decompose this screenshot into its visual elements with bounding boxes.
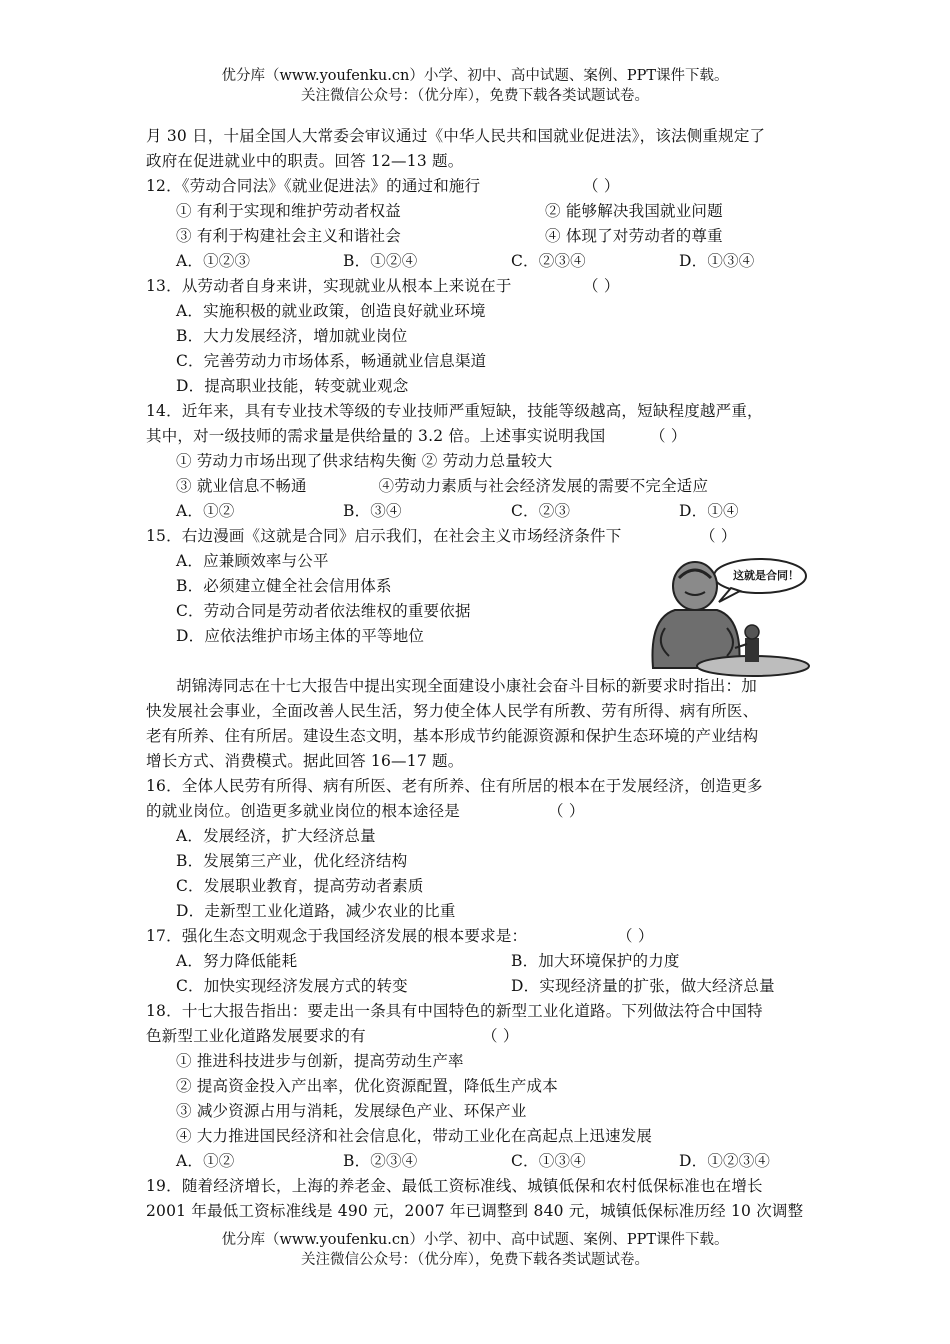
q15-answer-paren: （ ） [700,527,737,545]
q18-option-c: C．①③④ [511,1152,586,1170]
q15-option-c: C．劳动合同是劳动者依法维权的重要依据 [176,602,471,620]
q16-option-d: D．走新型工业化道路，减少农业的比重 [176,902,456,920]
q12-option-d: D．①③④ [679,252,755,270]
q14-option-c: C．②③ [511,502,571,520]
footer-line-1: 优分库（www.youfenku.cn）小学、初中、高中试题、案例、PPT课件下载。 [221,1232,729,1248]
intro2-line-1: 胡锦涛同志在十七大报告中提出实现全面建设小康社会奋斗目标的新要求时指出：加 [176,677,757,695]
q18-option-d: D．①②③④ [679,1152,771,1170]
intro2-line-3: 老有所养、住有所居。建设生态文明，基本形成节约能源资源和保护生态环境的产业结构 [146,727,759,745]
q12-option-c: C．②③④ [511,252,586,270]
q18-statement-4: ④ 大力推进国民经济和社会信息化，带动工业化在高起点上迅速发展 [176,1127,653,1145]
q13-option-c: C．完善劳动力市场体系，畅通就业信息渠道 [176,352,487,370]
q16-option-a: A．发展经济，扩大经济总量 [176,827,376,845]
q12-statement-4: ④ 体现了对劳动者的尊重 [545,227,723,245]
q13-stem: 13．从劳动者自身来讲，实现就业从根本上来说在于 [146,277,512,295]
q12-answer-paren: （ ） [583,177,620,195]
q12-option-b: B．①②④ [343,252,418,270]
q19-line-2: 2001 年最低工资标准线是 490 元，2007 年已调整到 840 元，城镇低保标准历经 10 次调整 [146,1202,804,1220]
contract-cartoon-illustration [635,548,815,680]
q17-option-c: C．加快实现经济发展方式的转变 [176,977,408,995]
q18-statement-3: ③ 减少资源占用与消耗，发展绿色产业、环保产业 [176,1102,527,1120]
q17-answer-paren: （ ） [617,927,654,945]
q16-stem-line-1: 16．全体人民劳有所得、病有所医、老有所养、住有所居的根本在于发展经济，创造更多 [146,777,763,795]
q17-option-d: D．实现经济量的扩张，做大经济总量 [511,977,775,995]
q13-option-b: B．大力发展经济，增加就业岗位 [176,327,408,345]
q17-option-b: B．加大环境保护的力度 [511,952,680,970]
q14-answer-paren: （ ） [650,427,687,445]
intro2-line-4: 增长方式、消费模式。据此回答 16—17 题。 [146,752,464,770]
q12-stem: 12．《劳动合同法》《就业促进法》的通过和施行 [146,177,481,195]
q15-option-b: B．必须建立健全社会信用体系 [176,577,392,595]
q14-statements-2: ③ 就业信息不畅通 ④劳动力素质与社会经济发展的需要不完全适应 [176,477,709,495]
header-line-2: 关注微信公众号：（优分库），免费下载各类试题试卷。 [301,88,649,104]
q18-option-b: B．②③④ [343,1152,418,1170]
q15-stem: 15．右边漫画《这就是合同》启示我们，在社会主义市场经济条件下 [146,527,622,545]
q18-statement-1: ① 推进科技进步与创新，提高劳动生产率 [176,1052,464,1070]
q13-option-a: A．实施积极的就业政策，创造良好就业环境 [176,302,486,320]
q14-stem-line-1: 14．近年来，具有专业技术等级的专业技师严重短缺，技能等级越高，短缺程度越严重， [146,402,763,420]
q17-option-a: A．努力降低能耗 [176,952,298,970]
q19-line-1: 19．随着经济增长，上海的养老金、最低工资标准线、城镇低保和农村低保标准也在增长 [146,1177,763,1195]
q15-option-a: A．应兼顾效率与公平 [176,552,329,570]
q14-option-b: B．③④ [343,502,402,520]
q12-option-a: A．①②③ [176,252,251,270]
intro2-line-2: 快发展社会事业，全面改善人民生活，努力使全体人民学有所教、劳有所得、病有所医、 [146,702,759,720]
q18-statement-2: ② 提高资金投入产出率，优化资源配置，降低生产成本 [176,1077,558,1095]
intro1-line-2: 政府在促进就业中的职责。回答 12—13 题。 [146,152,464,170]
cartoon-caption: 这就是合同！ [733,569,799,582]
q14-stem-line-2: 其中，对一级技师的需求量是供给量的 3.2 倍。上述事实说明我国 [146,427,606,445]
q12-statement-3: ③ 有利于构建社会主义和谐社会 [176,227,401,245]
footer-line-2: 关注微信公众号：（优分库），免费下载各类试题试卷。 [301,1252,649,1268]
q12-statement-1: ① 有利于实现和维护劳动者权益 [176,202,401,220]
q18-answer-paren: （ ） [482,1027,519,1045]
q18-stem-line-1: 18．十七大报告指出：要走出一条具有中国特色的新型工业化道路。下列做法符合中国特 [146,1002,763,1020]
q18-stem-line-2: 色新型工业化道路发展要求的有 [146,1027,366,1045]
header-line-1: 优分库（www.youfenku.cn）小学、初中、高中试题、案例、PPT课件下载。 [221,68,729,84]
q16-option-c: C．发展职业教育，提高劳动者素质 [176,877,424,895]
q16-option-b: B．发展第三产业，优化经济结构 [176,852,408,870]
q12-statement-2: ② 能够解决我国就业问题 [545,202,723,220]
intro1-line-1: 月 30 日，十届全国人大常委会审议通过《中华人民共和国就业促进法》，该法侧重规定了 [146,127,766,145]
q15-option-d: D．应依法维护市场主体的平等地位 [176,627,425,645]
q16-answer-paren: （ ） [548,802,585,820]
q17-stem: 17．强化生态文明观念于我国经济发展的根本要求是： [146,927,528,945]
q16-stem-line-2: 的就业岗位。创造更多就业岗位的根本途径是 [146,802,461,820]
q13-option-d: D．提高职业技能，转变就业观念 [176,377,409,395]
q14-statements-1: ① 劳动力市场出现了供求结构失衡 ② 劳动力总量较大 [176,452,553,470]
q18-option-a: A．①② [176,1152,235,1170]
q14-option-d: D．①④ [679,502,739,520]
q13-answer-paren: （ ） [583,277,620,295]
q14-option-a: A．①② [176,502,235,520]
